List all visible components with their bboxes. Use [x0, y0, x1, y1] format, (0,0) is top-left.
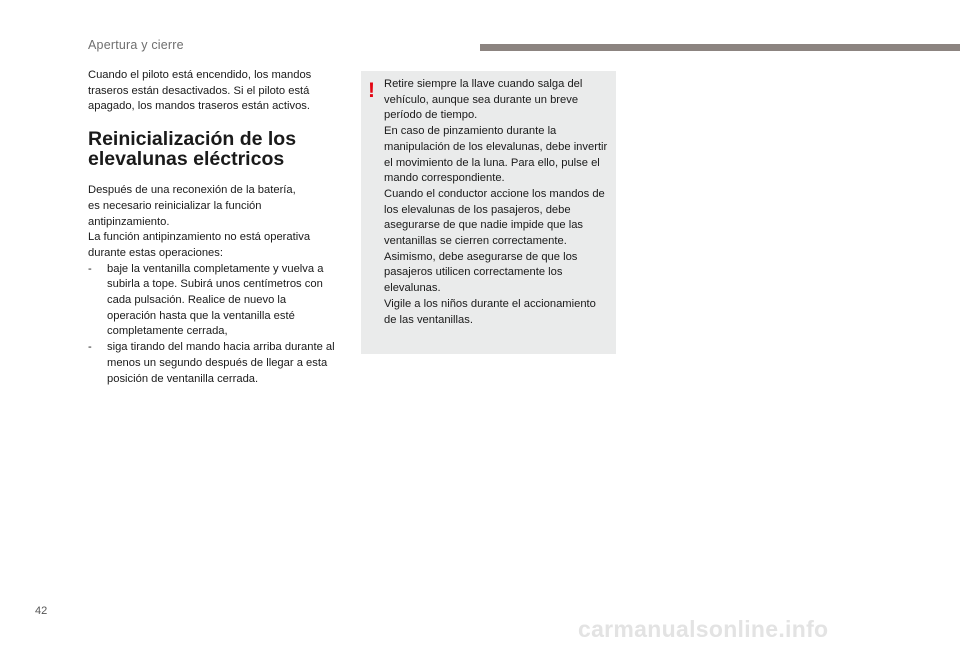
warning-text — [384, 77, 610, 328]
left-column — [88, 68, 336, 387]
list-dash: - — [88, 341, 92, 354]
section-title — [88, 129, 336, 169]
steps-list — [88, 262, 336, 388]
warning-exclamation-icon: ! — [368, 79, 375, 102]
section-title-line1: Reinicialización de los — [88, 128, 297, 151]
section-header: Apertura y cierre — [88, 38, 184, 52]
intro-paragraph: Cuando el piloto está encendido, los mandos traseros están desactivados. Si el piloto está apagado, los mandos traseros están activos. — [88, 69, 312, 113]
list-item — [88, 262, 336, 341]
warning-paragraph: Vigile a los niños durante el accionamiento de las ventanillas. — [384, 297, 596, 326]
body-paragraph-3: La función antipinzamiento no está operativa durante estas operaciones: — [88, 231, 311, 259]
list-item-text: siga tirando del mando hacia arriba durante al menos un segundo después de llegar a esta posición de ventanilla cerrada. — [107, 341, 335, 385]
warning-paragraph: Cuando el conductor accione los mandos de los elevalunas de los pasajeros, debe asegurarse de que nadie impide que las ventanillas se cierren correctamente. Asimismo, debe asegurarse de que los pasajeros utilicen correctamente los elevalunas. — [384, 187, 605, 295]
body-paragraph-2: es necesario reinicializar la función antipinzamiento. — [88, 199, 262, 228]
list-item-text: baje la ventanilla completamente y vuelva a subirla a tope. Subirá unos centímetros con cada pulsación. Realice de nuevo la operación hasta que la ventanilla esté completamente cerrada, — [107, 262, 324, 338]
list-dash: - — [88, 262, 92, 275]
list-item — [88, 340, 336, 387]
body-paragraph-1: Después de una reconexión de la batería, — [88, 184, 296, 197]
warning-box — [361, 71, 616, 354]
watermark: carmanualsonline.info — [578, 616, 829, 642]
warning-paragraph: Retire siempre la llave cuando salga del vehículo, aunque sea durante un breve período de tiempo. — [384, 78, 583, 122]
page-number: 42 — [35, 605, 48, 617]
warning-paragraph: En caso de pinzamiento durante la manipulación de los elevalunas, debe invertir el movimiento de la luna. Para ello, pulse el mando correspondiente. — [384, 125, 608, 185]
section-title-line2: elevalunas eléctricos — [88, 148, 285, 171]
header-divider-bar — [480, 44, 960, 51]
